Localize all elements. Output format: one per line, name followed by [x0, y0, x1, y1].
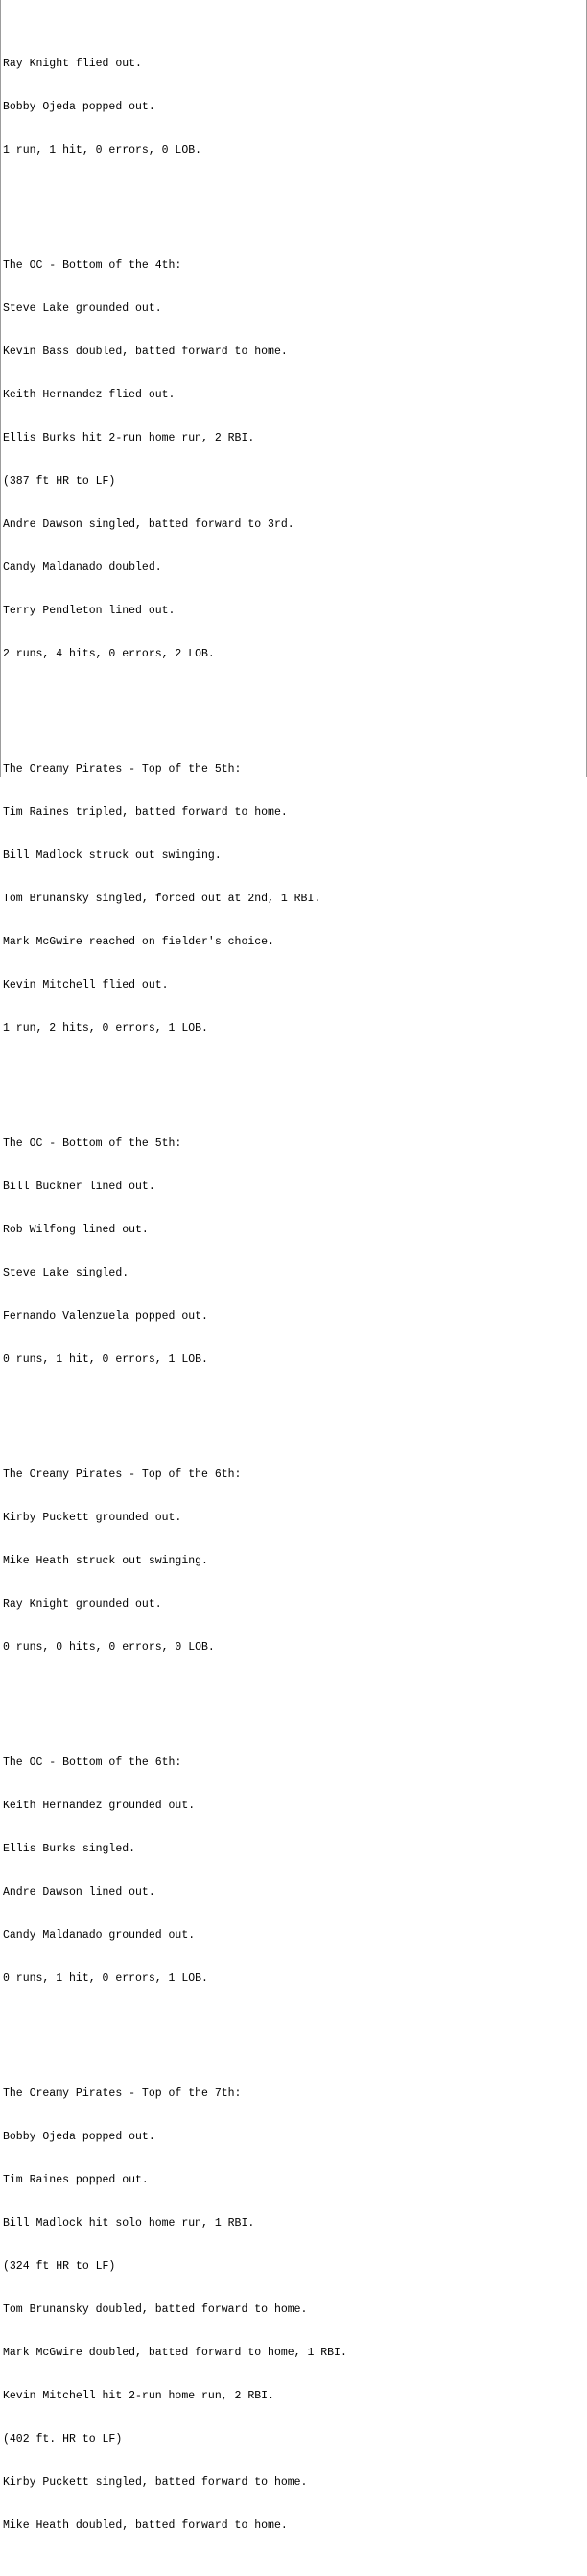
play-line: Tim Raines popped out. — [3, 2174, 149, 2186]
play-line: Kevin Mitchell flied out. — [3, 979, 169, 991]
play-line: Steve Lake grounded out. — [3, 302, 162, 315]
inning-summary: 0 runs, 1 hit, 0 errors, 1 LOB. — [3, 1972, 208, 1985]
play-line: Candy Maldanado grounded out. — [3, 1929, 196, 1942]
play-line: Tom Brunansky singled, forced out at 2nd, 1 RBI. — [3, 893, 321, 905]
play-line: Kirby Puckett grounded out. — [3, 1512, 182, 1524]
inning-summary: 0 runs, 1 hit, 0 errors, 1 LOB. — [3, 1353, 208, 1366]
play-line: Tim Raines tripled, batted forward to home. — [3, 806, 288, 819]
play-line: Bobby Ojeda popped out. — [3, 101, 155, 113]
play-by-play-log — [3, 0, 584, 2576]
play-line: Bobby Ojeda popped out. — [3, 2131, 155, 2143]
play-line: Andre Dawson singled, batted forward to 3rd. — [3, 518, 294, 531]
inning-header: The Creamy Pirates - Top of the 7th: — [3, 2087, 242, 2100]
play-line: Keith Hernandez grounded out. — [3, 1800, 196, 1812]
play-line: Terry Pendleton lined out. — [3, 605, 176, 617]
play-line: Bill Buckner lined out. — [3, 1181, 155, 1193]
blank-line — [3, 1683, 584, 1698]
blank-line — [3, 690, 584, 704]
play-line: (387 ft HR to LF) — [3, 475, 116, 488]
play-line: Tom Brunansky doubled, batted forward to home. — [3, 2303, 308, 2316]
inning-summary: 1 run, 2 hits, 0 errors, 1 LOB. — [3, 1022, 208, 1035]
play-line: Steve Lake singled. — [3, 1267, 129, 1279]
play-line: Bill Madlock struck out swinging. — [3, 849, 222, 862]
inning-summary: 1 run, 1 hit, 0 errors, 0 LOB. — [3, 144, 202, 156]
play-line: Mark McGwire reached on fielder's choice. — [3, 936, 274, 948]
play-line: (402 ft. HR to LF) — [3, 2433, 123, 2445]
play-line: Andre Dawson lined out. — [3, 1886, 155, 1898]
play-line: Kirby Puckett singled, batted forward to home. — [3, 2476, 308, 2489]
play-line: Kevin Bass doubled, batted forward to home. — [3, 346, 288, 358]
inning-header: The OC - Bottom of the 5th: — [3, 1137, 182, 1150]
inning-header: The Creamy Pirates - Top of the 6th: — [3, 1468, 242, 1481]
play-line: Ellis Burks hit 2-run home run, 2 RBI. — [3, 432, 255, 444]
blank-line — [3, 186, 584, 201]
inning-header: The OC - Bottom of the 4th: — [3, 259, 182, 272]
blank-line — [3, 1064, 584, 1079]
play-line: Fernando Valenzuela popped out. — [3, 1310, 208, 1323]
inning-header: The OC - Bottom of the 6th: — [3, 1756, 182, 1769]
play-line: Mike Heath doubled, batted forward to home. — [3, 2519, 288, 2532]
play-line: Ray Knight grounded out. — [3, 1598, 162, 1610]
play-line: Mark McGwire doubled, batted forward to home, 1 RBI. — [3, 2347, 347, 2359]
blank-line — [3, 1395, 584, 1410]
play-line: Candy Maldanado doubled. — [3, 561, 162, 574]
play-line: Bill Madlock hit solo home run, 1 RBI. — [3, 2217, 255, 2230]
play-line: (324 ft HR to LF) — [3, 2260, 116, 2273]
play-line: Kevin Mitchell hit 2-run home run, 2 RBI. — [3, 2390, 274, 2402]
play-line: Rob Wilfong lined out. — [3, 1224, 149, 1236]
play-line: Keith Hernandez flied out. — [3, 389, 176, 401]
blank-line — [3, 2015, 584, 2029]
play-line: Mike Heath struck out swinging. — [3, 1555, 208, 1567]
play-line: Ellis Burks singled. — [3, 1843, 136, 1855]
play-line: Ray Knight flied out. — [3, 58, 142, 70]
inning-summary: 2 runs, 4 hits, 0 errors, 2 LOB. — [3, 648, 215, 660]
inning-summary: 0 runs, 0 hits, 0 errors, 0 LOB. — [3, 1641, 215, 1654]
inning-header: The Creamy Pirates - Top of the 5th: — [3, 763, 242, 775]
